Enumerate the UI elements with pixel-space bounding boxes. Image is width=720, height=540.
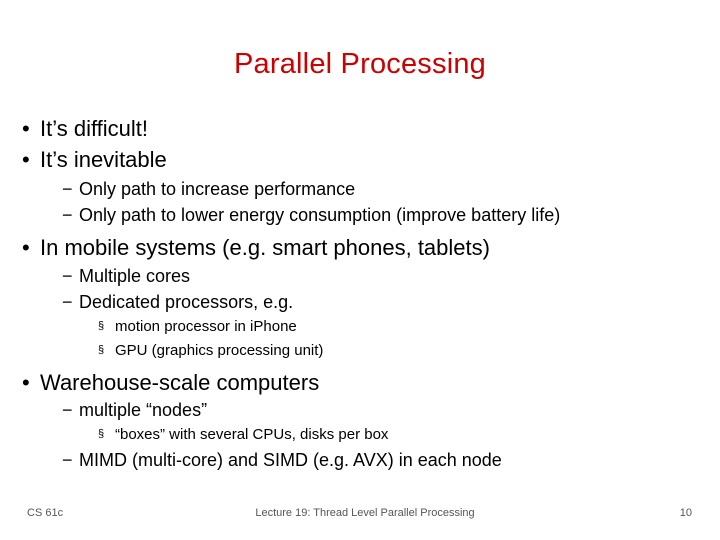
bullet-marker: • [22, 235, 30, 260]
bullet-item [22, 235, 490, 261]
sub-bullet-text: Only path to lower energy consumption (improve battery life) [79, 205, 561, 225]
section-marker: § [98, 344, 105, 356]
dash-marker: − [62, 205, 73, 225]
bullet-marker: • [22, 370, 30, 395]
bullet-text: It’s inevitable [40, 147, 167, 172]
bullet-item [22, 147, 167, 173]
sub-sub-bullet-item [98, 342, 323, 359]
page-number: 10 [679, 507, 692, 519]
sub-bullet-item [62, 179, 355, 200]
dash-marker: − [62, 450, 73, 470]
sub-bullet-text: Dedicated processors, e.g. [79, 292, 294, 312]
dash-marker: − [62, 292, 73, 312]
sub-bullet-text: MIMD (multi-core) and SIMD (e.g. AVX) in each node [79, 450, 502, 470]
footer-course: CS 61c [27, 507, 64, 519]
sub-bullet-text: multiple “nodes” [79, 400, 208, 420]
sub-bullet-text: Only path to increase performance [79, 179, 356, 199]
sub-sub-bullet-text: “boxes” with several CPUs, disks per box [115, 426, 389, 443]
dash-marker: − [62, 179, 73, 199]
bullet-item [22, 370, 319, 396]
sub-bullet-item [62, 292, 293, 313]
bullet-marker: • [22, 147, 30, 172]
section-marker: § [98, 320, 105, 332]
sub-bullet-item [62, 400, 207, 421]
sub-bullet-text: Multiple cores [79, 266, 191, 286]
bullet-text: It’s difficult! [40, 116, 149, 141]
sub-sub-bullet-item [98, 426, 388, 443]
sub-sub-bullet-text: GPU (graphics processing unit) [115, 342, 324, 359]
sub-bullet-item [62, 450, 502, 471]
sub-sub-bullet-text: motion processor in iPhone [115, 318, 297, 335]
sub-bullet-item [62, 205, 560, 226]
dash-marker: − [62, 266, 73, 286]
bullet-text: Warehouse-scale computers [40, 370, 320, 395]
bullet-text: In mobile systems (e.g. smart phones, tablets) [40, 235, 490, 260]
dash-marker: − [62, 400, 73, 420]
bullet-item [22, 116, 148, 142]
sub-bullet-item [62, 266, 190, 287]
slide-title: Parallel Processing [233, 48, 487, 80]
bullet-marker: • [22, 116, 30, 141]
footer-lecture-title: Lecture 19: Thread Level Parallel Processing [255, 507, 475, 519]
section-marker: § [98, 428, 105, 440]
sub-sub-bullet-item [98, 318, 297, 335]
